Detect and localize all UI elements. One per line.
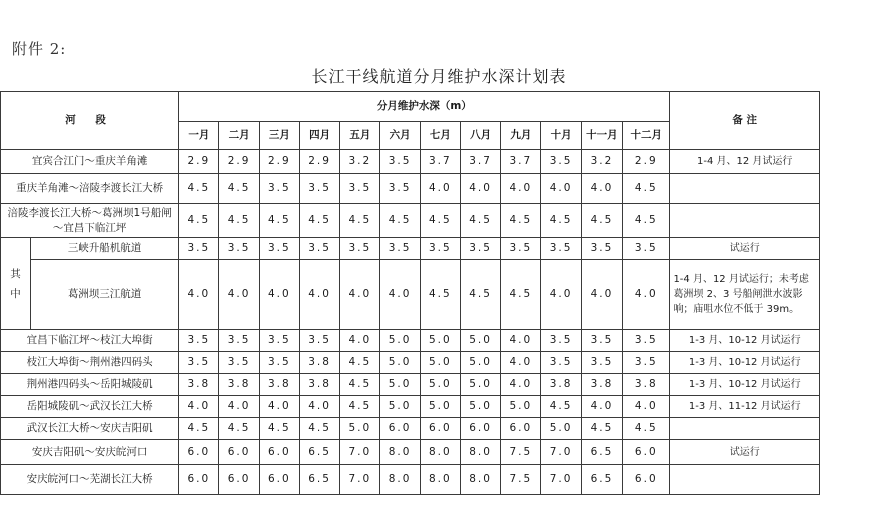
month-header: 八月 bbox=[460, 122, 500, 150]
remark-cell bbox=[670, 418, 820, 440]
remarks-header: 备 注 bbox=[670, 92, 820, 150]
depth-value-cell: 4.0 bbox=[501, 330, 541, 352]
depth-value-cell: 4.0 bbox=[623, 396, 670, 418]
depth-value-cell: 7.5 bbox=[501, 465, 541, 495]
depth-value-cell: 3.5 bbox=[623, 238, 670, 260]
depth-value-cell: 3.5 bbox=[259, 174, 299, 204]
depth-value-cell: 4.5 bbox=[581, 418, 622, 440]
depth-value-cell: 3.5 bbox=[380, 174, 420, 204]
depth-value-cell: 6.0 bbox=[380, 418, 420, 440]
attachment-label: 附件 2: bbox=[12, 40, 67, 58]
depth-value-cell: 4.5 bbox=[259, 418, 299, 440]
depth-value-cell: 4.5 bbox=[340, 352, 380, 374]
table-row bbox=[1, 150, 820, 174]
depth-value-cell: 3.5 bbox=[581, 238, 622, 260]
depth-value-cell: 3.5 bbox=[420, 238, 460, 260]
table-row bbox=[1, 374, 820, 396]
depth-value-cell: 5.0 bbox=[420, 330, 460, 352]
month-header: 三月 bbox=[259, 122, 299, 150]
month-header: 七月 bbox=[420, 122, 460, 150]
depth-value-cell: 4.0 bbox=[581, 174, 622, 204]
depth-value-cell: 6.5 bbox=[581, 465, 622, 495]
depth-value-cell: 5.0 bbox=[420, 396, 460, 418]
depth-value-cell: 5.0 bbox=[340, 418, 380, 440]
depth-value-cell: 3.5 bbox=[219, 352, 259, 374]
depth-value-cell: 4.0 bbox=[501, 174, 541, 204]
remark-cell: 1-3 月、10-12 月试运行 bbox=[670, 374, 820, 396]
depth-value-cell: 3.5 bbox=[179, 352, 219, 374]
document-title: 长江干线航道分月维护水深计划表 bbox=[311, 67, 567, 86]
depth-value-cell: 4.5 bbox=[501, 204, 541, 238]
depth-value-cell: 4.5 bbox=[460, 204, 500, 238]
depth-value-cell: 8.0 bbox=[420, 465, 460, 495]
qizhong-char-1: 其 bbox=[10, 267, 21, 280]
depth-value-cell: 4.0 bbox=[259, 396, 299, 418]
depth-value-cell: 2.9 bbox=[219, 150, 259, 174]
depth-value-cell: 7.0 bbox=[340, 465, 380, 495]
segment-cell: 三峡升船机航道 bbox=[30, 238, 178, 260]
depth-value-cell: 4.5 bbox=[219, 174, 259, 204]
table-row bbox=[1, 396, 820, 418]
depth-value-cell: 4.0 bbox=[219, 396, 259, 418]
depth-value-cell: 6.0 bbox=[460, 418, 500, 440]
segment-cell: 荆州港四码头～岳阳城陵矶 bbox=[1, 374, 179, 396]
depth-value-cell: 3.5 bbox=[299, 330, 339, 352]
depth-value-cell: 4.5 bbox=[623, 204, 670, 238]
depth-value-cell: 3.8 bbox=[623, 374, 670, 396]
depth-value-cell: 4.0 bbox=[299, 396, 339, 418]
depth-value-cell: 5.0 bbox=[541, 418, 581, 440]
remark-cell bbox=[670, 174, 820, 204]
remark-cell: 1-4 月、12 月试运行；未考虑葛洲坝 2、3 号船闸泄水波影响；庙咀水位不低于 39m。 bbox=[670, 260, 820, 330]
depth-value-cell: 3.5 bbox=[541, 150, 581, 174]
depth-value-cell: 8.0 bbox=[420, 440, 460, 465]
segment-cell: 宜宾合江门～重庆羊角滩 bbox=[1, 150, 179, 174]
depth-value-cell: 3.5 bbox=[259, 238, 299, 260]
depth-value-cell: 3.8 bbox=[219, 374, 259, 396]
depth-value-cell: 6.5 bbox=[581, 440, 622, 465]
depth-value-cell: 3.8 bbox=[299, 352, 339, 374]
monthly-depth-header: 分月维护水深（m） bbox=[179, 92, 670, 122]
depth-value-cell: 3.5 bbox=[623, 330, 670, 352]
segment-cell: 重庆羊角滩～涪陵李渡长江大桥 bbox=[1, 174, 179, 204]
depth-value-cell: 4.0 bbox=[179, 260, 219, 330]
table-row bbox=[1, 465, 820, 495]
remark-cell: 1-3 月、10-12 月试运行 bbox=[670, 352, 820, 374]
depth-value-cell: 3.5 bbox=[259, 352, 299, 374]
depth-value-cell: 4.0 bbox=[340, 260, 380, 330]
remark-cell: 试运行 bbox=[670, 238, 820, 260]
depth-value-cell: 8.0 bbox=[380, 465, 420, 495]
table-row bbox=[1, 352, 820, 374]
depth-value-cell: 3.8 bbox=[581, 374, 622, 396]
segment-cell: 宜昌下临江坪～枝江大埠街 bbox=[1, 330, 179, 352]
depth-value-cell: 4.5 bbox=[179, 204, 219, 238]
depth-value-cell: 5.0 bbox=[460, 330, 500, 352]
depth-value-cell: 3.5 bbox=[581, 330, 622, 352]
depth-value-cell: 3.5 bbox=[541, 238, 581, 260]
depth-value-cell: 4.0 bbox=[541, 260, 581, 330]
depth-value-cell: 5.0 bbox=[420, 352, 460, 374]
month-header: 二月 bbox=[219, 122, 259, 150]
depth-value-cell: 4.0 bbox=[460, 174, 500, 204]
depth-value-cell: 3.5 bbox=[380, 150, 420, 174]
depth-value-cell: 4.0 bbox=[541, 174, 581, 204]
qizhong-char-2: 中 bbox=[10, 287, 21, 300]
depth-value-cell: 6.0 bbox=[219, 465, 259, 495]
segment-cell: 安庆吉阳矶～安庆皖河口 bbox=[1, 440, 179, 465]
depth-value-cell: 4.0 bbox=[179, 396, 219, 418]
depth-value-cell: 3.5 bbox=[179, 238, 219, 260]
depth-value-cell: 6.0 bbox=[179, 440, 219, 465]
depth-value-cell: 3.5 bbox=[219, 238, 259, 260]
depth-value-cell: 4.5 bbox=[340, 204, 380, 238]
depth-value-cell: 7.0 bbox=[541, 440, 581, 465]
depth-value-cell: 3.8 bbox=[299, 374, 339, 396]
depth-value-cell: 3.5 bbox=[581, 352, 622, 374]
depth-value-cell: 6.0 bbox=[259, 465, 299, 495]
depth-value-cell: 3.5 bbox=[299, 174, 339, 204]
depth-value-cell: 3.2 bbox=[581, 150, 622, 174]
depth-value-cell: 6.0 bbox=[219, 440, 259, 465]
table-row bbox=[1, 330, 820, 352]
depth-value-cell: 8.0 bbox=[460, 465, 500, 495]
depth-value-cell: 7.5 bbox=[501, 440, 541, 465]
depth-value-cell: 2.9 bbox=[299, 150, 339, 174]
depth-value-cell: 6.0 bbox=[259, 440, 299, 465]
depth-value-cell: 3.5 bbox=[501, 238, 541, 260]
depth-value-cell: 5.0 bbox=[380, 330, 420, 352]
depth-value-cell: 4.5 bbox=[541, 396, 581, 418]
month-header: 九月 bbox=[501, 122, 541, 150]
depth-value-cell: 3.5 bbox=[219, 330, 259, 352]
depth-value-cell: 4.5 bbox=[219, 204, 259, 238]
depth-value-cell: 2.9 bbox=[179, 150, 219, 174]
month-header: 六月 bbox=[380, 122, 420, 150]
depth-value-cell: 8.0 bbox=[380, 440, 420, 465]
depth-value-cell: 3.5 bbox=[541, 352, 581, 374]
segment-cell: 涪陵李渡长江大桥～葛洲坝1号船闸～宜昌下临江坪 bbox=[1, 204, 179, 238]
depth-value-cell: 3.5 bbox=[340, 174, 380, 204]
depth-value-cell: 4.0 bbox=[259, 260, 299, 330]
depth-value-cell: 6.5 bbox=[299, 465, 339, 495]
depth-value-cell: 3.5 bbox=[179, 330, 219, 352]
table-row bbox=[1, 204, 820, 238]
depth-value-cell: 5.0 bbox=[460, 396, 500, 418]
depth-value-cell: 3.5 bbox=[340, 238, 380, 260]
month-header: 一月 bbox=[179, 122, 219, 150]
month-header: 五月 bbox=[340, 122, 380, 150]
segment-header: 河 段 bbox=[1, 92, 179, 150]
remark-cell bbox=[670, 204, 820, 238]
segment-cell: 安庆皖河口～芜湖长江大桥 bbox=[1, 465, 179, 495]
depth-value-cell: 4.0 bbox=[501, 352, 541, 374]
qizhong-label bbox=[1, 238, 31, 330]
depth-value-cell: 5.0 bbox=[380, 352, 420, 374]
depth-value-cell: 3.5 bbox=[623, 352, 670, 374]
depth-value-cell: 3.5 bbox=[541, 330, 581, 352]
depth-value-cell: 4.5 bbox=[299, 418, 339, 440]
depth-value-cell: 2.9 bbox=[259, 150, 299, 174]
depth-value-cell: 5.0 bbox=[460, 352, 500, 374]
table-row bbox=[1, 440, 820, 465]
depth-value-cell: 4.5 bbox=[340, 396, 380, 418]
depth-value-cell: 3.8 bbox=[179, 374, 219, 396]
depth-value-cell: 4.0 bbox=[219, 260, 259, 330]
depth-value-cell: 6.0 bbox=[501, 418, 541, 440]
depth-value-cell: 4.5 bbox=[623, 174, 670, 204]
depth-value-cell: 4.5 bbox=[460, 260, 500, 330]
depth-value-cell: 3.5 bbox=[259, 330, 299, 352]
month-header: 十月 bbox=[541, 122, 581, 150]
remark-cell: 1-3 月、11-12 月试运行 bbox=[670, 396, 820, 418]
depth-value-cell: 4.5 bbox=[501, 260, 541, 330]
segment-cell: 武汉长江大桥～安庆吉阳矶 bbox=[1, 418, 179, 440]
depth-value-cell: 4.5 bbox=[623, 418, 670, 440]
remark-cell bbox=[670, 465, 820, 495]
depth-value-cell: 4.0 bbox=[501, 374, 541, 396]
table-body bbox=[1, 150, 820, 495]
depth-value-cell: 4.0 bbox=[299, 260, 339, 330]
remark-cell: 1-4 月、12 月试运行 bbox=[670, 150, 820, 174]
depth-value-cell: 4.5 bbox=[179, 418, 219, 440]
depth-value-cell: 3.2 bbox=[340, 150, 380, 174]
depth-value-cell: 3.7 bbox=[501, 150, 541, 174]
depth-value-cell: 4.5 bbox=[420, 260, 460, 330]
depth-value-cell: 5.0 bbox=[501, 396, 541, 418]
depth-value-cell: 5.0 bbox=[380, 374, 420, 396]
month-header: 四月 bbox=[299, 122, 339, 150]
remark-cell: 1-3 月、10-12 月试运行 bbox=[670, 330, 820, 352]
depth-value-cell: 6.0 bbox=[420, 418, 460, 440]
depth-value-cell: 4.0 bbox=[340, 330, 380, 352]
table-row bbox=[1, 418, 820, 440]
depth-value-cell: 2.9 bbox=[623, 150, 670, 174]
depth-value-cell: 4.5 bbox=[219, 418, 259, 440]
segment-cell: 枝江大埠街～荆州港四码头 bbox=[1, 352, 179, 374]
depth-value-cell: 3.8 bbox=[541, 374, 581, 396]
table-row bbox=[1, 238, 820, 260]
depth-value-cell: 6.0 bbox=[623, 440, 670, 465]
depth-value-cell: 4.5 bbox=[299, 204, 339, 238]
depth-value-cell: 5.0 bbox=[420, 374, 460, 396]
table-row bbox=[1, 174, 820, 204]
remark-cell: 试运行 bbox=[670, 440, 820, 465]
depth-value-cell: 4.0 bbox=[380, 260, 420, 330]
depth-value-cell: 7.0 bbox=[541, 465, 581, 495]
depth-value-cell: 4.5 bbox=[581, 204, 622, 238]
depth-value-cell: 4.5 bbox=[420, 204, 460, 238]
depth-value-cell: 4.0 bbox=[581, 260, 622, 330]
depth-value-cell: 4.5 bbox=[179, 174, 219, 204]
depth-value-cell: 4.0 bbox=[623, 260, 670, 330]
depth-value-cell: 6.5 bbox=[299, 440, 339, 465]
depth-value-cell: 4.5 bbox=[259, 204, 299, 238]
segment-cell: 葛洲坝三江航道 bbox=[30, 260, 178, 330]
depth-value-cell: 4.5 bbox=[541, 204, 581, 238]
depth-value-cell: 4.5 bbox=[340, 374, 380, 396]
depth-value-cell: 3.5 bbox=[299, 238, 339, 260]
depth-value-cell: 3.8 bbox=[259, 374, 299, 396]
depth-value-cell: 5.0 bbox=[460, 374, 500, 396]
month-header: 十一月 bbox=[581, 122, 622, 150]
depth-value-cell: 3.7 bbox=[420, 150, 460, 174]
segment-cell: 岳阳城陵矶～武汉长江大桥 bbox=[1, 396, 179, 418]
depth-value-cell: 4.5 bbox=[380, 204, 420, 238]
depth-plan-table bbox=[0, 91, 820, 495]
depth-value-cell: 3.5 bbox=[460, 238, 500, 260]
depth-value-cell: 3.5 bbox=[380, 238, 420, 260]
table-row bbox=[1, 260, 820, 330]
depth-value-cell: 4.0 bbox=[581, 396, 622, 418]
depth-value-cell: 4.0 bbox=[420, 174, 460, 204]
depth-value-cell: 3.7 bbox=[460, 150, 500, 174]
depth-value-cell: 5.0 bbox=[380, 396, 420, 418]
month-header: 十二月 bbox=[623, 122, 670, 150]
depth-value-cell: 6.0 bbox=[623, 465, 670, 495]
depth-value-cell: 7.0 bbox=[340, 440, 380, 465]
depth-value-cell: 8.0 bbox=[460, 440, 500, 465]
depth-value-cell: 6.0 bbox=[179, 465, 219, 495]
